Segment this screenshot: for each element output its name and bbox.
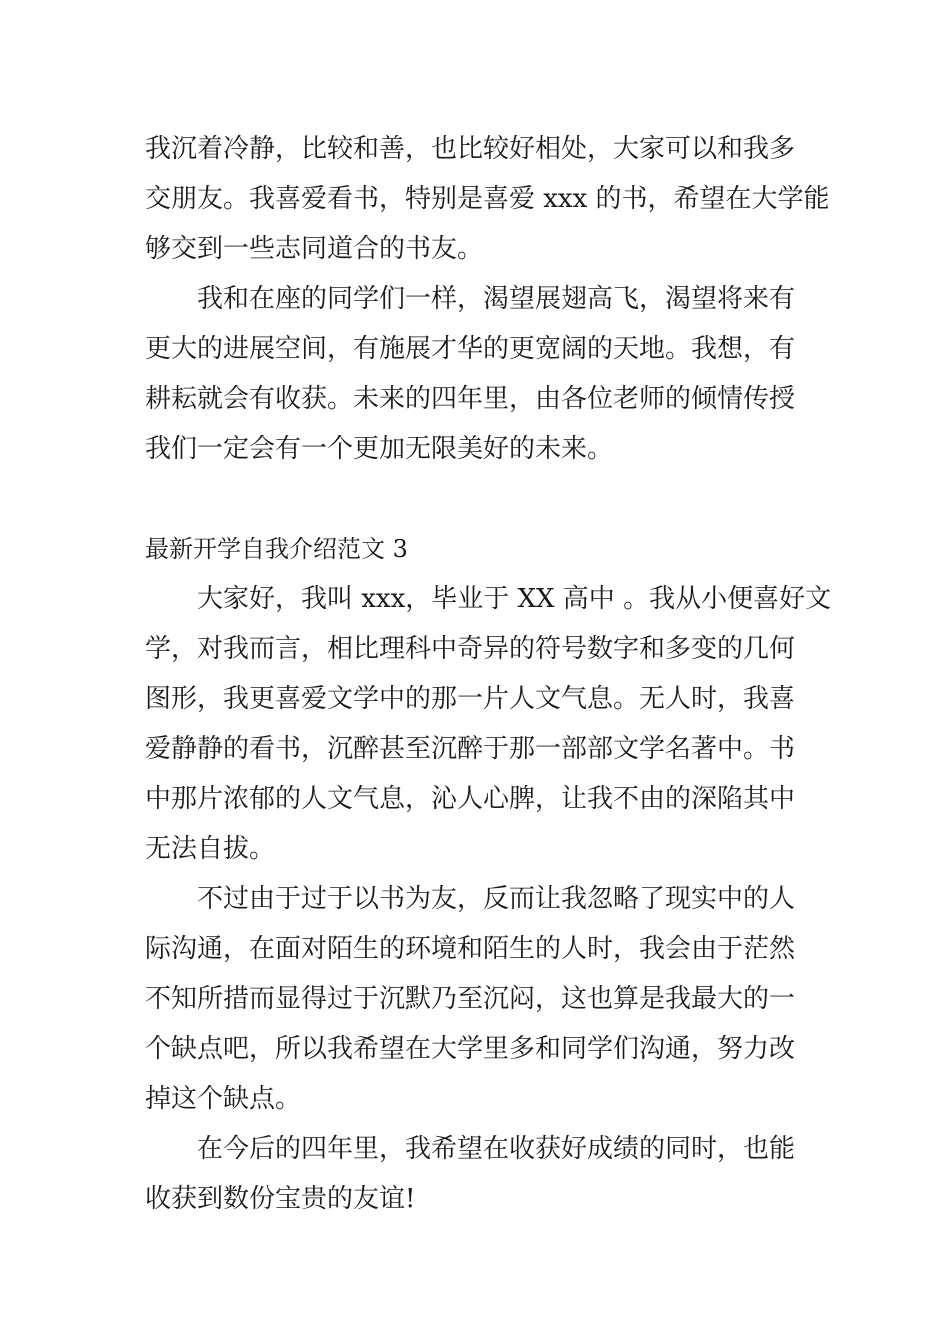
paragraph-5 — [145, 1124, 807, 1224]
document-page — [145, 124, 832, 1224]
paragraph-line: 不知所措而显得过于沉默乃至沉闷，这也算是我最大的一 — [145, 984, 796, 1014]
paragraph-line: 在今后的四年里，我希望在收获好成绩的同时，也能 — [197, 1134, 796, 1164]
paragraph-line: 够交到一些志同道合的书友。 — [145, 234, 484, 264]
paragraph-1 — [145, 124, 830, 274]
paragraph-line: 我沉着冷静，比较和善，也比较好相处，大家可以和我多 — [145, 134, 796, 164]
paragraph-line: 无法自拔。 — [145, 834, 276, 864]
paragraph-line: 我和在座的同学们一样，渴望展翅高飞，渴望将来有 — [197, 284, 796, 314]
paragraph-2 — [145, 274, 807, 474]
paragraph-line: 大家好，我叫 xxx，毕业于 XX 高中 。我从小便喜好文 — [197, 584, 832, 614]
paragraph-line: 耕耘就会有收获。未来的四年里，由各位老师的倾情传授 — [145, 384, 796, 414]
paragraph-line: 更大的进展空间，有施展才华的更宽阔的天地。我想，有 — [145, 334, 796, 364]
paragraph-line: 个缺点吧，所以我希望在大学里多和同学们沟通，努力改 — [145, 1034, 796, 1064]
paragraph-line: 际沟通，在面对陌生的环境和陌生的人时，我会由于茫然 — [145, 934, 796, 964]
paragraph-line: 爱静静的看书，沉醉甚至沉醉于那一部部文学名著中。书 — [145, 734, 796, 764]
paragraph-line: 中那片浓郁的人文气息，沁人心脾，让我不由的深陷其中 — [145, 784, 796, 814]
paragraph-line: 不过由于过于以书为友，反而让我忽略了现实中的人 — [197, 884, 796, 914]
section-title: 最新开学自我介绍范文 3 — [145, 535, 408, 563]
paragraph-line: 掉这个缺点。 — [145, 1084, 302, 1114]
paragraph-line: 收获到数份宝贵的友谊! — [145, 1184, 416, 1214]
paragraph-line: 交朋友。我喜爱看书，特别是喜爱 xxx 的书，希望在大学能 — [145, 184, 830, 214]
paragraph-3 — [145, 574, 832, 874]
paragraph-4 — [145, 874, 807, 1124]
paragraph-line: 图形，我更喜爱文学中的那一片人文气息。无人时，我喜 — [145, 684, 796, 714]
paragraph-line: 我们一定会有一个更加无限美好的未来。 — [145, 434, 614, 464]
paragraph-line: 学，对我而言，相比理科中奇异的符号数字和多变的几何 — [145, 634, 796, 664]
